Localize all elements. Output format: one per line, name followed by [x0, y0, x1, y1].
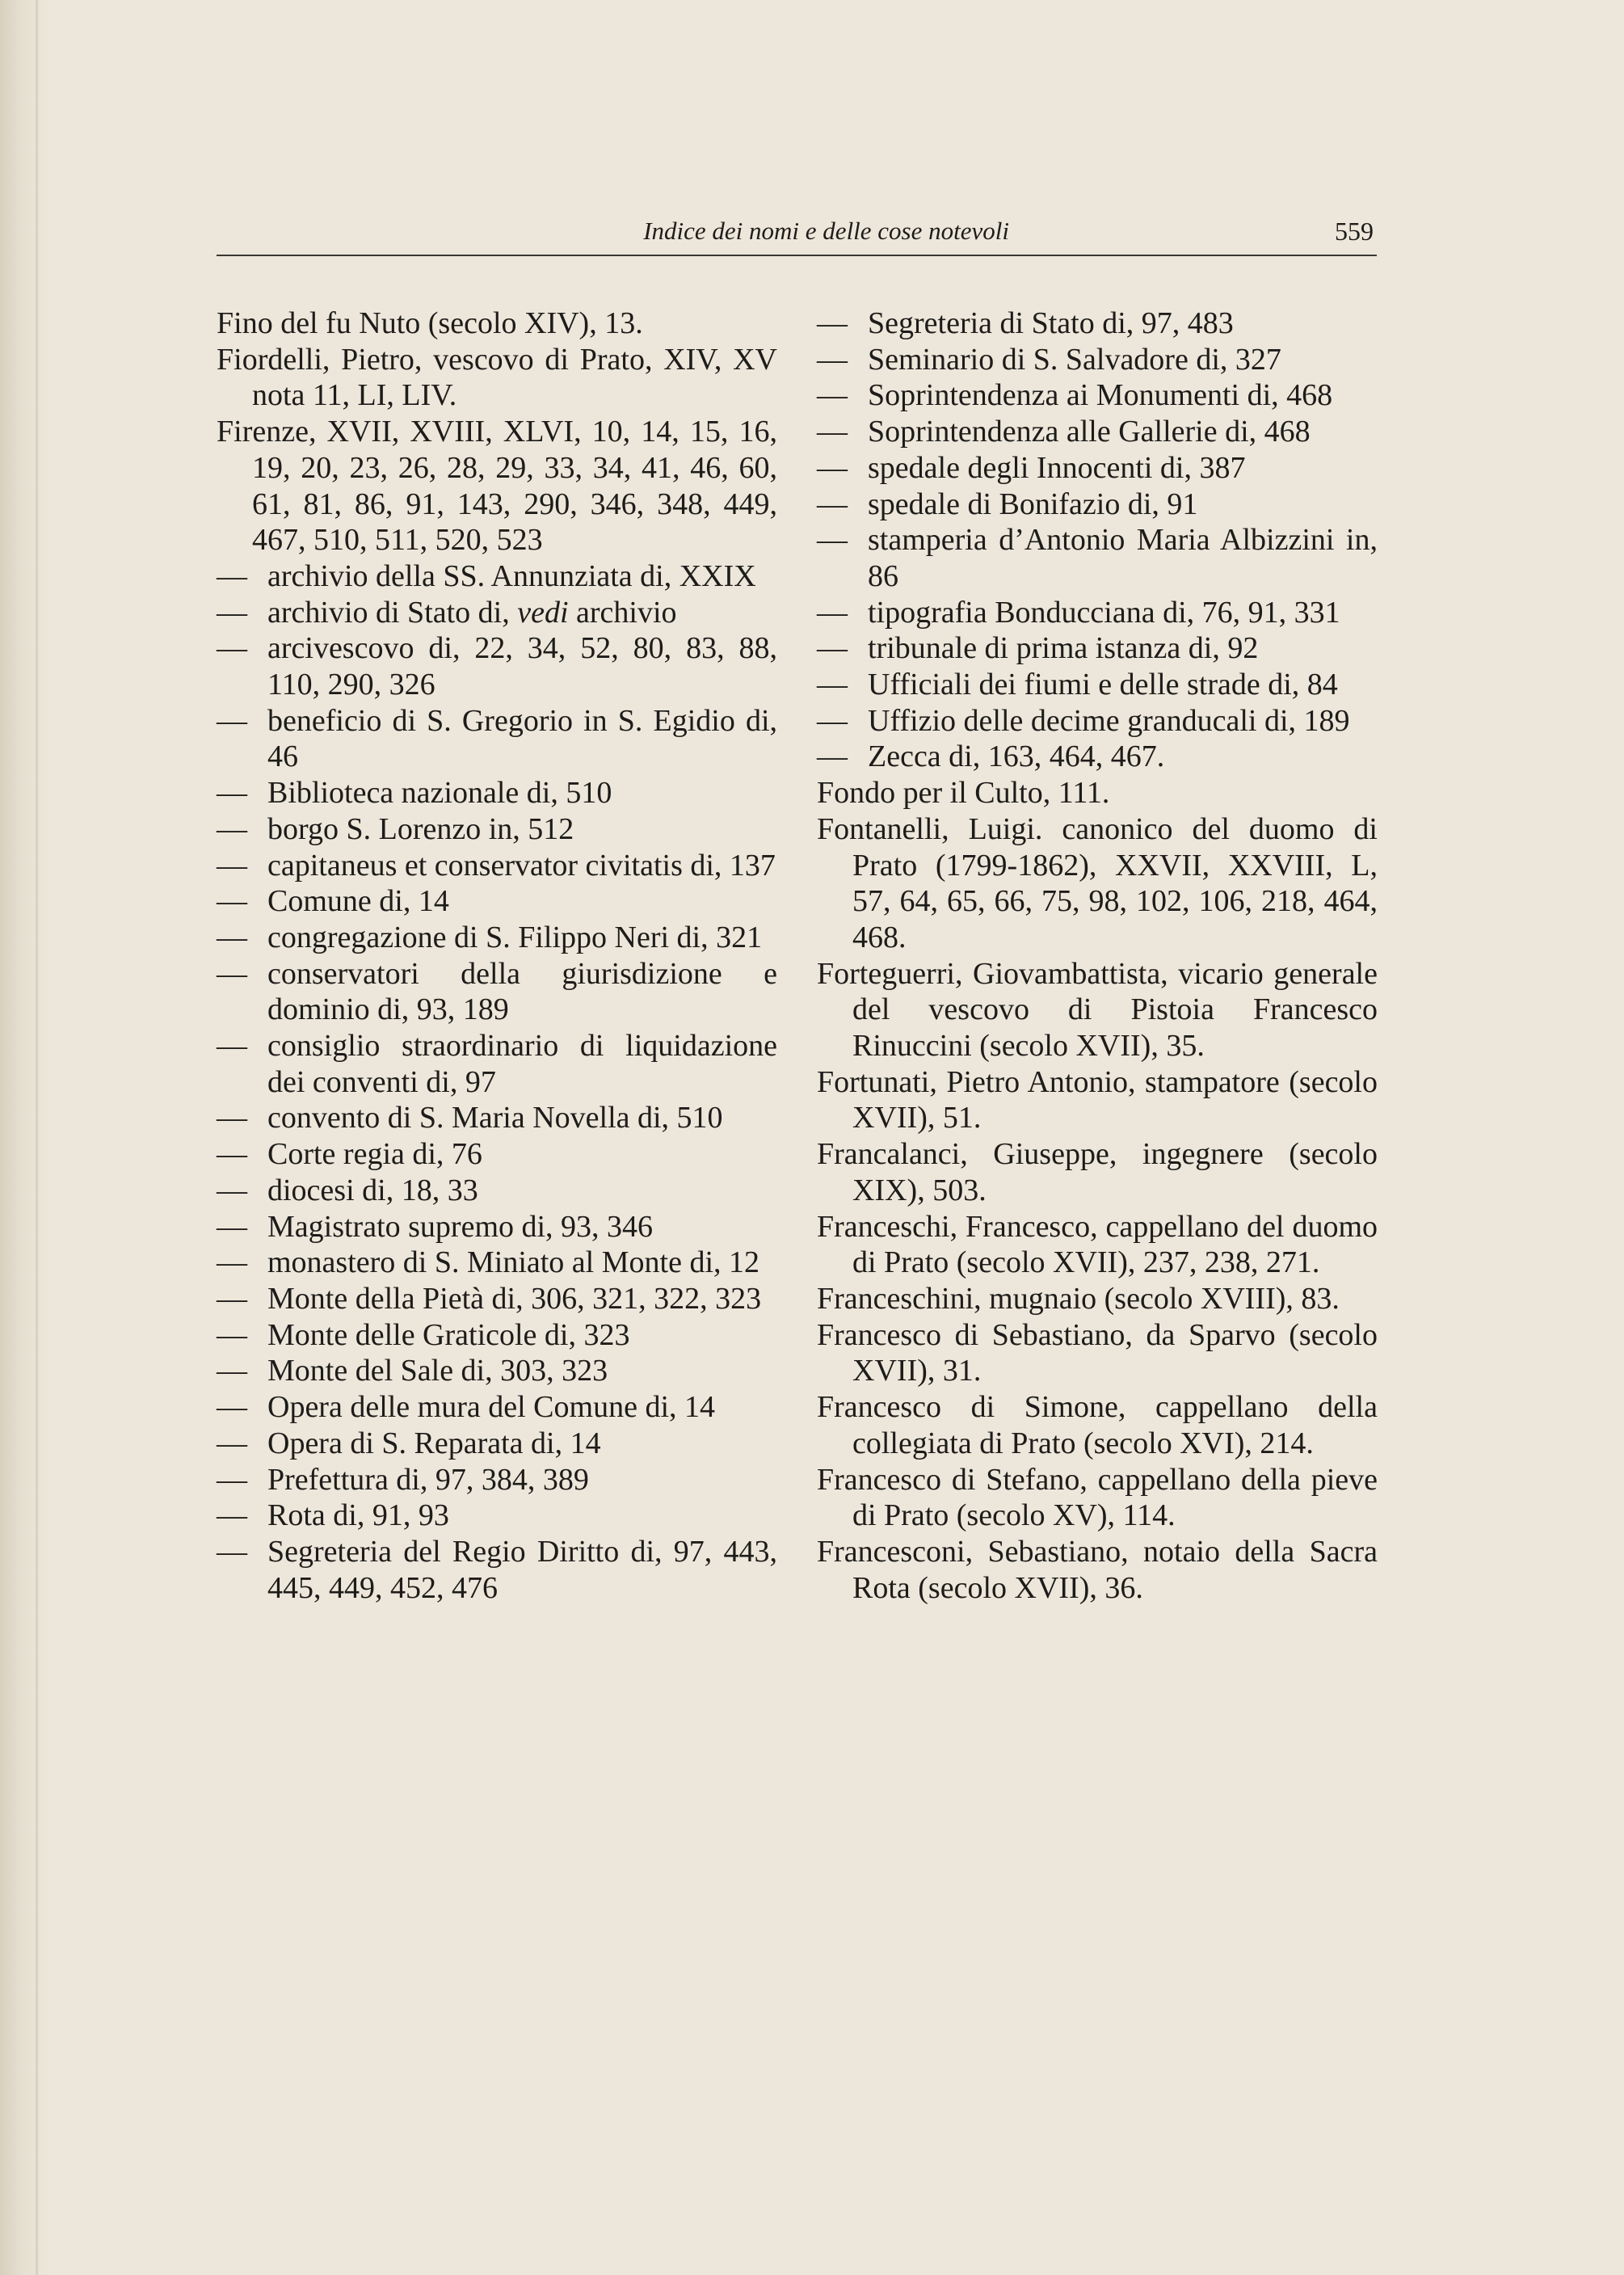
page-number: 559 — [1335, 217, 1374, 246]
index-subentry-text: Soprintendenza ai Monumenti di, 468 — [868, 378, 1333, 413]
index-entry — [217, 342, 777, 414]
subentry-dash: — — [817, 523, 848, 558]
index-entry — [817, 811, 1378, 956]
index-subentry — [217, 630, 777, 702]
header-rule — [217, 255, 1377, 256]
subentry-dash: — — [217, 1317, 247, 1352]
index-subentry-text: tipografia Bonducciana di, 76, 91, 331 — [868, 595, 1340, 630]
index-subentry — [217, 1389, 777, 1426]
index-entry-text: Franceschi, Francesco, cappellano del duomo di Prato (secolo XVII), 237, 238, 271. — [817, 1209, 1378, 1280]
index-subentry — [817, 377, 1378, 414]
index-entry-text: Francesco di Sebastiano, da Sparvo (secolo XVII), 31. — [817, 1317, 1378, 1388]
subentry-dash: — — [217, 1498, 247, 1533]
subentry-dash: — — [217, 703, 247, 738]
index-subentry — [817, 522, 1378, 594]
subentry-dash: — — [217, 1137, 247, 1172]
index-subentry-text: Comune di, 14 — [267, 884, 449, 919]
index-subentry-text: archivio di Stato di, — [267, 595, 510, 630]
index-subentry-text: conservatori della giurisdizione e dominio di, 93, 189 — [267, 956, 777, 1027]
subentry-dash: — — [217, 956, 247, 991]
subentry-dash: — — [817, 450, 848, 485]
subentry-dash: — — [217, 1101, 247, 1135]
subentry-dash: — — [217, 595, 247, 630]
index-subentry — [817, 703, 1378, 739]
index-entry-text: Fiordelli, Pietro, vescovo di Prato, XIV, XV nota 11, LI, LIV. — [217, 342, 777, 413]
index-subentry — [817, 342, 1378, 378]
subentry-dash: — — [217, 1245, 247, 1280]
subentry-dash: — — [217, 631, 247, 666]
index-subentry — [817, 305, 1378, 342]
subentry-dash: — — [817, 306, 848, 340]
index-subentry-text: Soprintendenza alle Gallerie di, 468 — [868, 415, 1311, 449]
index-subentry-text: diocesi di, 18, 33 — [267, 1173, 478, 1207]
index-subentry — [217, 1281, 777, 1317]
index-entry-text: Fondo per il Culto, 111. — [817, 776, 1110, 811]
index-subentry-text: Monte del Sale di, 303, 323 — [267, 1354, 608, 1388]
subentry-dash: — — [217, 1354, 247, 1388]
index-entry — [817, 775, 1378, 811]
page-edge — [0, 0, 50, 2275]
index-subentry-text: consiglio straordinario di liquidazione dei conventi di, 97 — [267, 1029, 777, 1099]
index-subentry — [817, 414, 1378, 450]
index-subentry — [217, 1100, 777, 1136]
index-subentry — [217, 920, 777, 956]
index-entry — [817, 1534, 1378, 1606]
index-subentry-text: Zecca di, 163, 464, 467. — [868, 739, 1165, 774]
index-entry-text: Fino del fu Nuto (secolo XIV), 13. — [217, 306, 643, 340]
index-subentry-text: convento di S. Maria Novella di, 510 — [267, 1101, 723, 1135]
index-entry-text: Francesco di Stefano, cappellano della pieve di Prato (secolo XV), 114. — [817, 1462, 1378, 1533]
index-subentry — [217, 1245, 777, 1281]
index-subentry — [217, 1462, 777, 1498]
index-subentry-text: congregazione di S. Filippo Neri di, 321 — [267, 920, 763, 954]
index-subentry — [817, 739, 1378, 775]
index-subentry-text: tribunale di prima istanza di, 92 — [868, 631, 1259, 666]
index-subentry-text: Opera delle mura del Comune di, 14 — [267, 1390, 716, 1425]
subentry-dash: — — [817, 703, 848, 738]
index-subentry-text: Monte della Pietà di, 306, 321, 322, 323 — [267, 1281, 762, 1316]
index-subentry — [817, 630, 1378, 667]
index-subentry — [217, 883, 777, 920]
index-subentry-text: capitaneus et conservator civitatis di, 137 — [267, 848, 776, 883]
subentry-dash: — — [817, 487, 848, 521]
subentry-dash: — — [217, 1426, 247, 1460]
index-entry-text: Francesco di Simone, cappellano della collegiata di Prato (secolo XVI), 214. — [817, 1390, 1378, 1460]
index-subentry-text: Segreteria del Regio Diritto di, 97, 443, 445, 449, 452, 476 — [267, 1534, 777, 1605]
index-subentry-text: spedale di Bonifazio di, 91 — [868, 487, 1198, 521]
index-entry-text: Francesconi, Sebastiano, notaio della Sacra Rota (secolo XVII), 36. — [817, 1534, 1378, 1605]
subentry-dash: — — [217, 558, 247, 593]
index-subentry-text: spedale degli Innocenti di, 387 — [868, 450, 1246, 485]
index-subentry — [817, 450, 1378, 487]
index-subentry — [217, 1028, 777, 1100]
index-subentry — [217, 775, 777, 811]
index-entry-text: Firenze, XVII, XVIII, XLVI, 10, 14, 15, 16, 19, 20, 23, 26, 28, 29, 33, 34, 41, 46, 60, 61, 81, 86, 91, 143, 290, 346, 348, 449, 467, 510, 511, 520, 523 — [217, 415, 777, 558]
subentry-dash: — — [217, 1281, 247, 1316]
cross-reference-target: archivio — [576, 595, 677, 630]
index-subentry-text: stamperia d’Antonio Maria Albizzini in, 86 — [868, 523, 1378, 593]
index-subentry-text: Uffizio delle decime granducali di, 189 — [868, 703, 1350, 738]
index-entry — [217, 414, 777, 558]
subentry-dash: — — [217, 920, 247, 954]
subentry-dash: — — [217, 811, 247, 846]
index-subentry — [217, 811, 777, 848]
index-column-left — [217, 305, 777, 1606]
index-subentry-text: Biblioteca nazionale di, 510 — [267, 776, 612, 811]
subentry-dash: — — [817, 342, 848, 377]
index-subentry-text: Prefettura di, 97, 384, 389 — [267, 1462, 589, 1497]
index-subentry-text: arcivescovo di, 22, 34, 52, 80, 83, 88, 110, 290, 326 — [267, 631, 777, 702]
index-column-right — [817, 305, 1378, 1606]
subentry-dash: — — [817, 668, 848, 702]
index-subentry — [217, 1136, 777, 1173]
index-subentry — [217, 1317, 777, 1354]
index-subentry — [217, 703, 777, 775]
index-subentry-text: Seminario di S. Salvadore di, 327 — [868, 342, 1281, 377]
subentry-dash: — — [217, 848, 247, 883]
subentry-dash: — — [217, 1534, 247, 1569]
subentry-dash: — — [817, 631, 848, 666]
subentry-dash: — — [217, 1173, 247, 1207]
subentry-dash: — — [817, 595, 848, 630]
index-subentry — [817, 595, 1378, 631]
index-subentry — [817, 487, 1378, 523]
index-entry — [817, 1317, 1378, 1389]
cross-reference-vedi: vedi — [517, 595, 569, 630]
subentry-dash: — — [217, 1390, 247, 1425]
index-subentry-text: Segreteria di Stato di, 97, 483 — [868, 306, 1234, 340]
index-entry — [217, 305, 777, 342]
binding-spine — [36, 0, 38, 2275]
subentry-dash: — — [217, 776, 247, 811]
index-subentry-text: borgo S. Lorenzo in, 512 — [267, 811, 574, 846]
index-entry — [817, 1064, 1378, 1136]
index-subentry — [217, 956, 777, 1028]
index-subentry-text: Rota di, 91, 93 — [267, 1498, 449, 1533]
index-subentry — [217, 1498, 777, 1534]
index-subentry-text: monastero di S. Miniato al Monte di, 12 — [267, 1245, 760, 1280]
index-subentry — [217, 1353, 777, 1389]
index-entry-text: Francalanci, Giuseppe, ingegnere (secolo XIX), 503. — [817, 1137, 1378, 1207]
index-subentry — [217, 595, 777, 631]
index-entry — [817, 1209, 1378, 1281]
index-subentry — [217, 558, 777, 595]
subentry-dash: — — [817, 415, 848, 449]
running-header — [217, 213, 1377, 257]
subentry-dash: — — [217, 1462, 247, 1497]
index-entry — [817, 1389, 1378, 1461]
subentry-dash: — — [217, 1029, 247, 1064]
index-subentry — [217, 1209, 777, 1245]
index-entry — [817, 1136, 1378, 1208]
index-entry-text: Fortunati, Pietro Antonio, stampatore (secolo XVII), 51. — [817, 1064, 1378, 1135]
index-subentry-text: archivio della SS. Annunziata di, XXIX — [267, 558, 756, 593]
index-entry — [817, 1462, 1378, 1534]
index-entry — [817, 956, 1378, 1064]
index-subentry — [217, 1534, 777, 1606]
running-title: Indice dei nomi e delle cose notevoli — [643, 217, 1009, 245]
index-subentry-text: beneficio di S. Gregorio in S. Egidio di, 46 — [267, 703, 777, 774]
index-subentry — [217, 1426, 777, 1462]
subentry-dash: — — [817, 378, 848, 413]
subentry-dash: — — [217, 1209, 247, 1244]
index-entry-text: Fontanelli, Luigi. canonico del duomo di Prato (1799-1862), XXVII, XXVIII, L, 57, 64, 65, 66, 75, 98, 102, 106, 218, 464, 468. — [817, 811, 1378, 954]
index-subentry-text: Corte regia di, 76 — [267, 1137, 482, 1172]
subentry-dash: — — [217, 884, 247, 919]
index-subentry — [217, 1173, 777, 1209]
index-subentry-text: Opera di S. Reparata di, 14 — [267, 1426, 601, 1460]
index-subentry-text: Ufficiali dei fiumi e delle strade di, 84 — [868, 668, 1338, 702]
index-subentry — [817, 667, 1378, 703]
index-entry-text: Franceschini, mugnaio (secolo XVIII), 83. — [817, 1281, 1340, 1316]
index-subentry-text: Magistrato supremo di, 93, 346 — [267, 1209, 654, 1244]
index-entry — [817, 1281, 1378, 1317]
index-subentry — [217, 848, 777, 884]
subentry-dash: — — [817, 739, 848, 774]
index-entry-text: Forteguerri, Giovambattista, vicario generale del vescovo di Pistoia Francesco Rinuccini (secolo XVII), 35. — [817, 956, 1378, 1064]
index-subentry-text: Monte delle Graticole di, 323 — [267, 1317, 630, 1352]
